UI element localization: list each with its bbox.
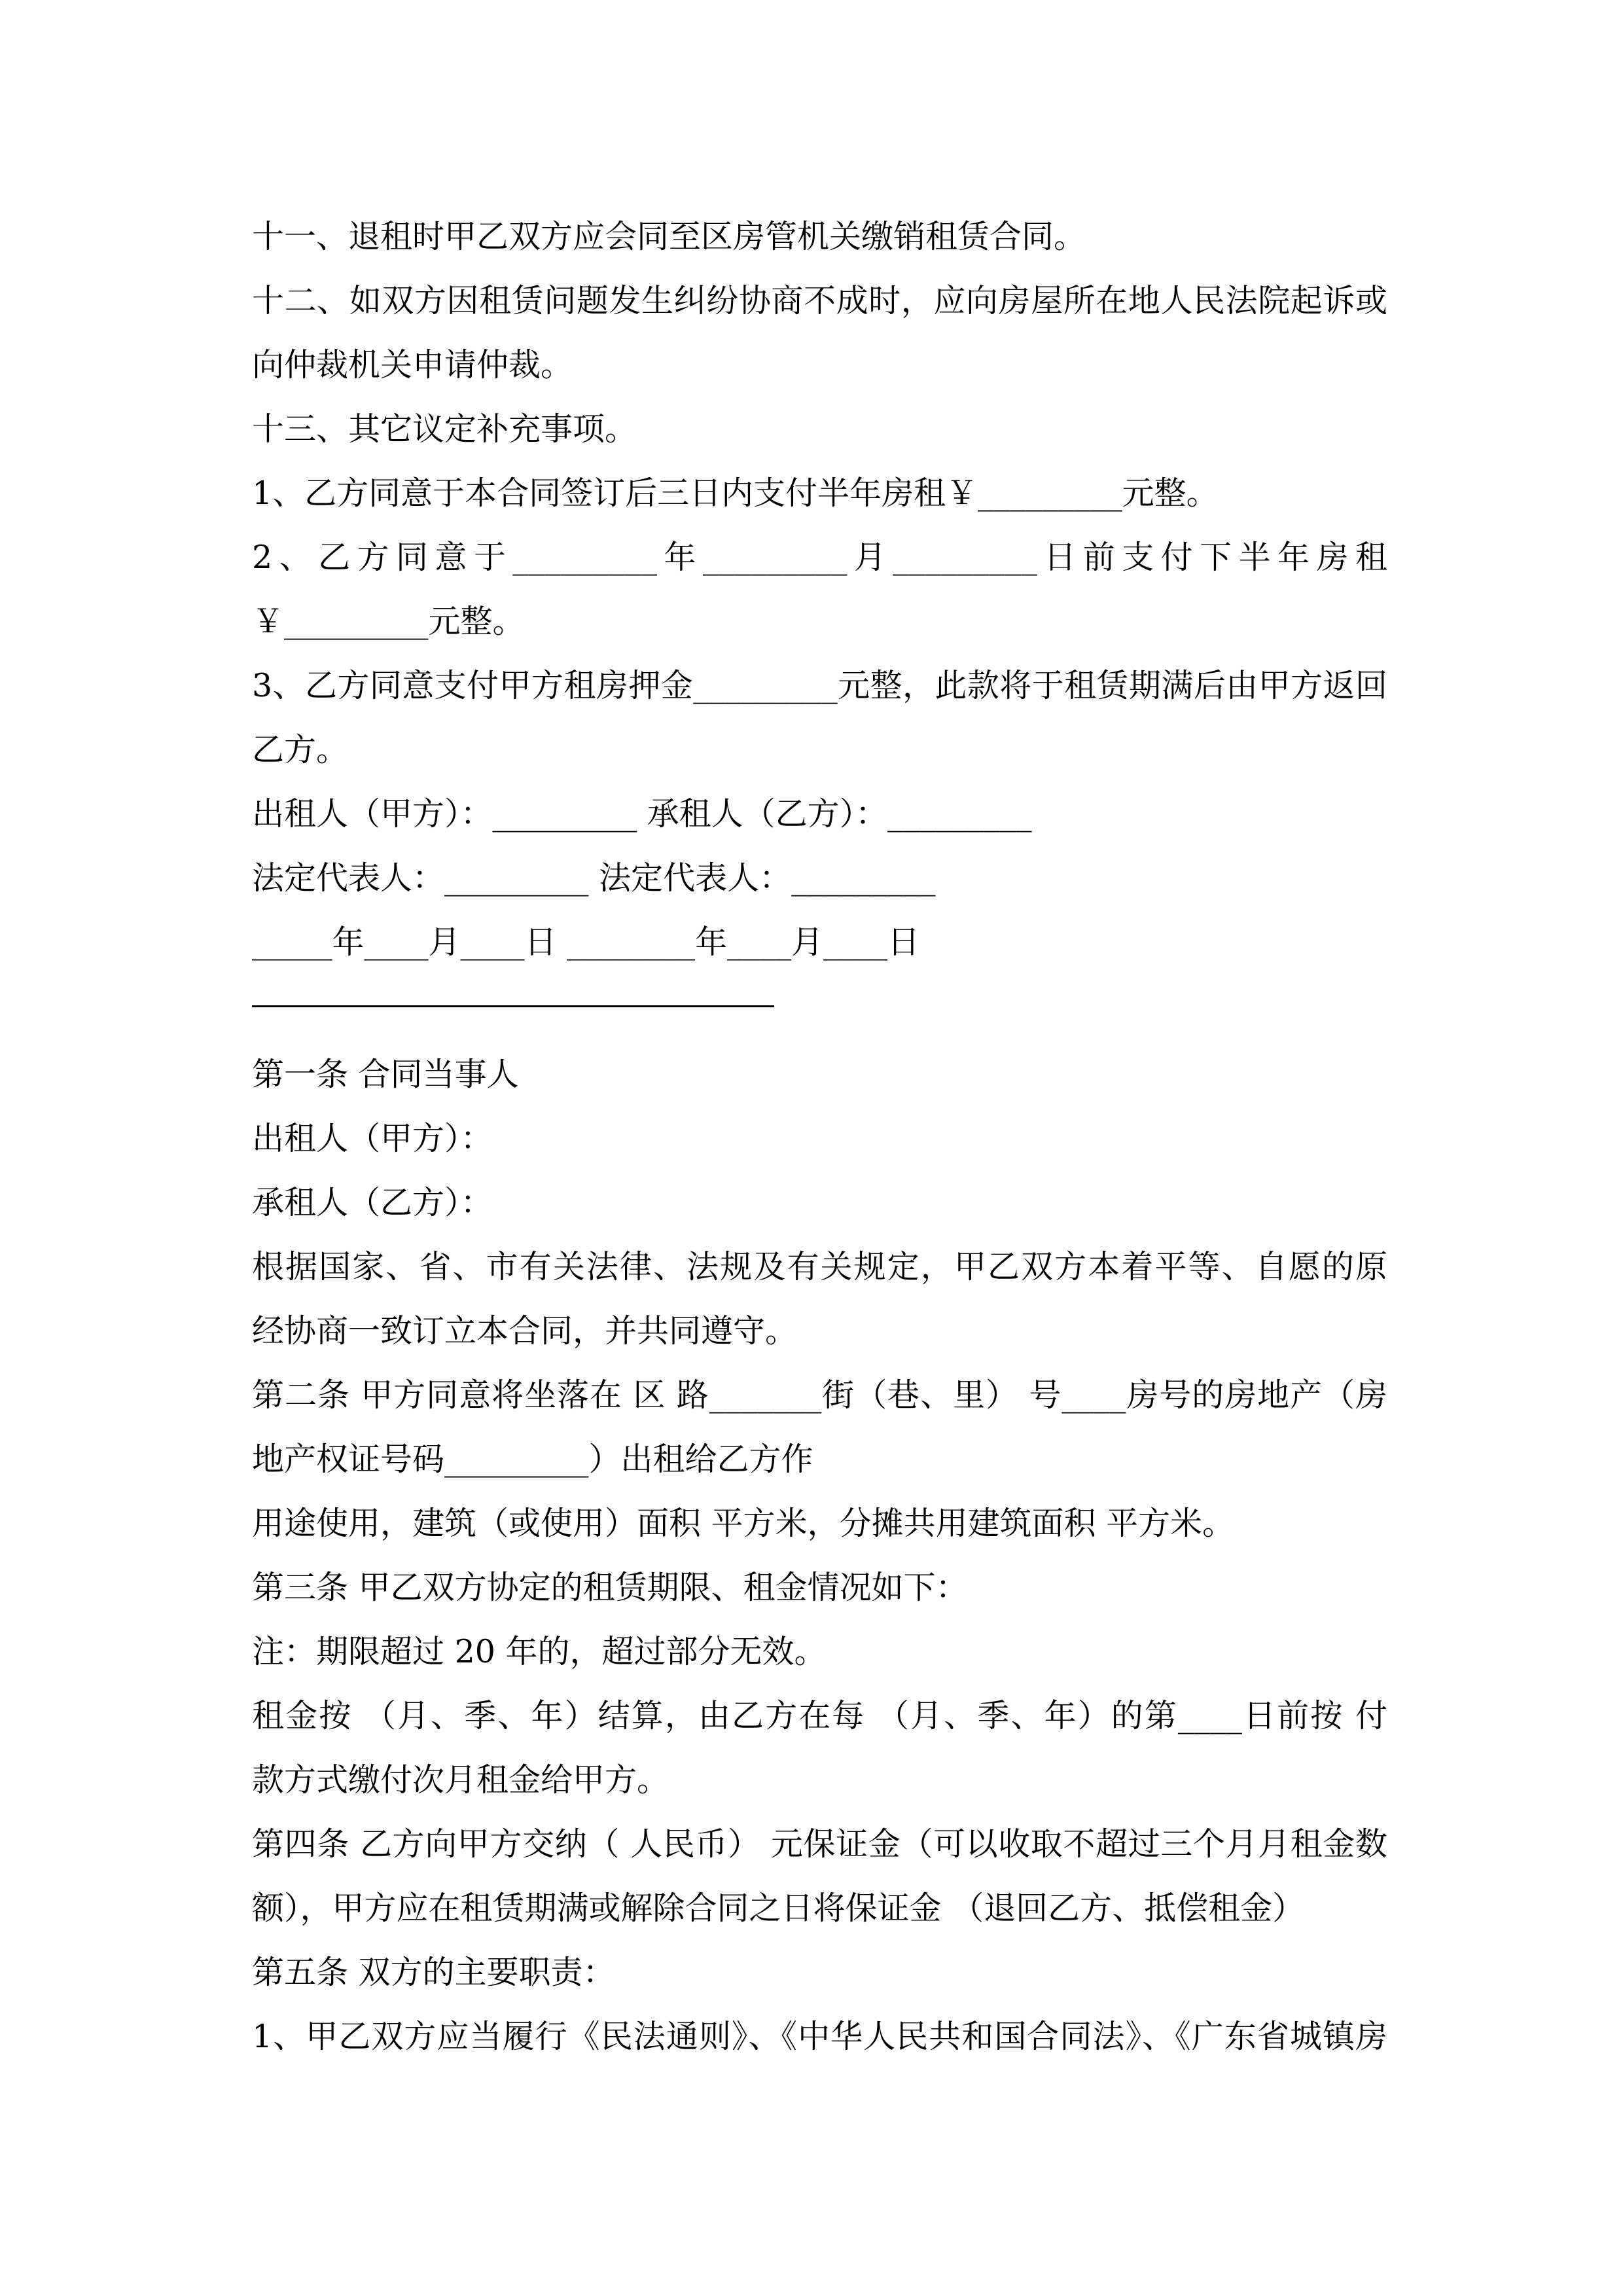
article-2-line-1: 第二条 甲方同意将坐落在 区 路_______街（巷、里） 号____房号的房地产（房 [252, 1376, 1387, 1414]
article-1-heading: 第一条 合同当事人 [252, 1056, 519, 1093]
article-4-line-1: 第四条 乙方向甲方交纳（ 人民币） 元保证金（可以收取不超过三个月月租金数 [252, 1825, 1387, 1863]
supplement-item-2-line-2: ￥_________元整。 [252, 603, 525, 640]
supplement-item-3-line-2: 乙方。 [252, 731, 349, 768]
preamble-line-1: 根据国家、省、市有关法律、法规及有关规定，甲乙双方本着平等、自愿的原 [252, 1248, 1387, 1285]
lessor-label: 出租人（甲方）： [252, 1120, 493, 1157]
clause-12-line-2: 向仲裁机关申请仲裁。 [252, 346, 573, 384]
article-2-line-2: 地产权证号码_________）出租给乙方作 [252, 1441, 813, 1478]
article-4-line-2: 额），甲方应在租赁期满或解除合同之日将保证金 （退回乙方、抵偿租金） [252, 1890, 1305, 1927]
article-3-note: 注：期限超过 20 年的，超过部分无效。 [252, 1633, 827, 1670]
clause-13: 十三、其它议定补充事项。 [252, 410, 637, 448]
signature-parties: 出租人（甲方）：_________ 承租人（乙方）：_________ [252, 795, 1032, 833]
divider-line [252, 1005, 774, 1007]
article-2-line-3: 用途使用，建筑（或使用）面积 平方米，分摊共用建筑面积 平方米。 [252, 1505, 1235, 1542]
supplement-item-2-line-1: 2、乙方同意于_________年_________月_________日前支付下半年房租 [252, 539, 1387, 576]
supplement-item-3-line-1: 3、乙方同意支付甲方租房押金_________元整，此款将于租赁期满后由甲方返回 [252, 667, 1387, 704]
article-5-heading: 第五条 双方的主要职责： [252, 1954, 615, 1991]
rent-payment-line-2: 款方式缴付次月租金给甲方。 [252, 1761, 669, 1799]
contract-text-body [252, 205, 1387, 2069]
lessee-label: 承租人（乙方）： [252, 1184, 493, 1221]
clause-11: 十一、退租时甲乙双方应会同至区房管机关缴销租赁合同。 [252, 218, 1086, 255]
supplement-item-1: 1、乙方同意于本合同签订后三日内支付半年房租￥_________元整。 [252, 475, 1219, 512]
signature-representatives: 法定代表人：_________ 法定代表人：_________ [252, 859, 936, 897]
article-5-item-1: 1、甲乙双方应当履行《民法通则》、《中华人民共和国合同法》、《广东省城镇房 [252, 2018, 1387, 2055]
rent-payment-line-1: 租金按 （月、季、年）结算，由乙方在每 （月、季、年）的第____日前按 付 [252, 1697, 1387, 1734]
section-divider [252, 975, 1387, 1039]
article-3-heading: 第三条 甲乙双方协定的租赁期限、租金情况如下： [252, 1569, 968, 1606]
clause-12-line-1: 十二、如双方因租赁问题发生纠纷协商不成时，应向房屋所在地人民法院起诉或 [252, 282, 1387, 319]
preamble-line-2: 经协商一致订立本合同，并共同遵守。 [252, 1312, 798, 1350]
signature-dates: _____年____月____日 ________年____月____日 [252, 924, 920, 961]
